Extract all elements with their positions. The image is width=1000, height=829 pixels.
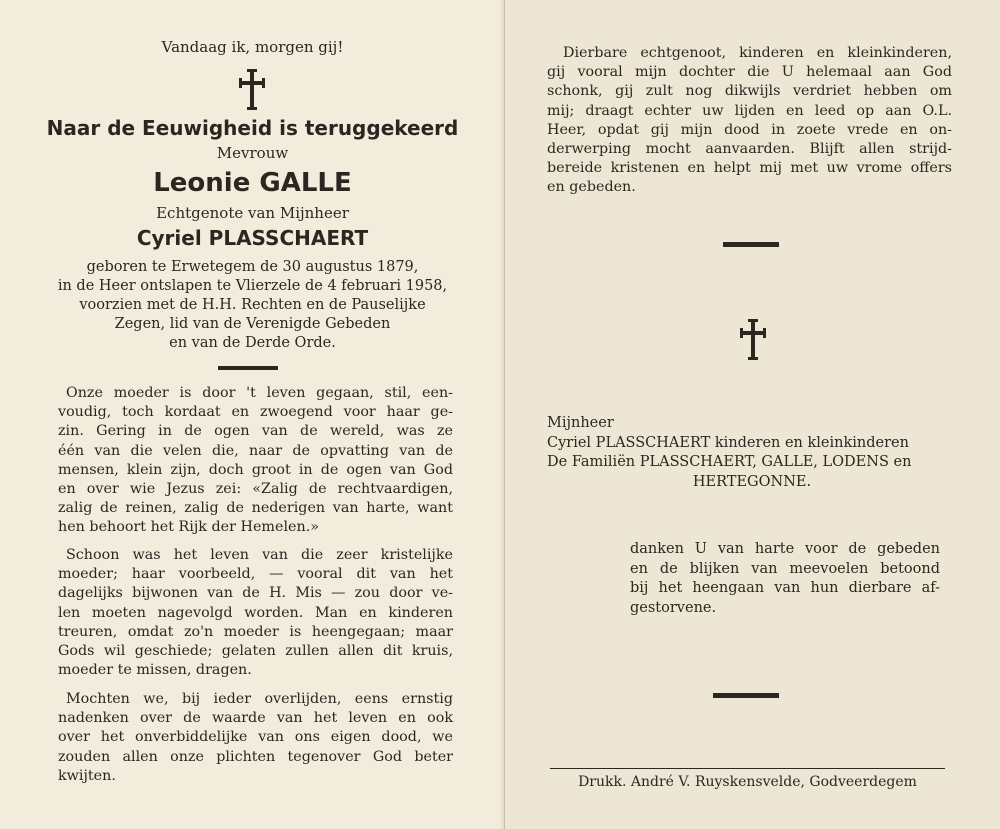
paragraph-3 [58,690,453,786]
details-line: in de Heer ontslapen te Vlierzele de 4 februari 1958, [57,278,448,294]
divider-rule [723,242,779,247]
cross-icon [239,70,265,110]
text-line: Mijnheer [547,415,614,431]
motto: Vandaag ik, morgen gij! [161,38,344,56]
spouse-intro: Echtgenote van Mijnheer [156,204,349,222]
text-line: zalig de reinen, zalig de nederigen van harte, want [58,500,453,517]
details-line: voorzien met de H.H. Rechten en de Pauselijke [79,297,426,313]
text-line: mij; draagt echter uw lijden en leed op aan O.L. [547,102,952,119]
footer-rule [550,768,945,769]
heading: Naar de Eeuwigheid is teruggekeerd [46,116,459,140]
text-line: moeder; haar voorbeeld, — vooral dit van het [58,566,453,583]
text-line: Cyriel PLASSCHAERT kinderen en kleinkinderen [547,434,909,451]
details [0,258,505,353]
text-line: nadenken over de waarde van het leven en ook [58,710,453,727]
text-line: Dierbare echtgenoot, kinderen en kleinkinderen, [563,45,952,61]
text-line: derwerping mocht aanvaarden. Blijft allen strijd- [547,141,952,158]
thanks-from [547,414,957,492]
divider-rule [218,366,278,370]
details-line: geboren te Erwetegem de 30 augustus 1879, [86,259,419,275]
text-line: hen behoort het Rijk der Hemelen.» [58,519,319,536]
text-line: gij vooral mijn dochter die U helemaal aan God [547,64,952,81]
text-line: voudig, toch kordaat en zwoegend voor haar ge- [58,404,453,421]
text-line: kwijten. [58,767,116,784]
details-line: Zegen, lid van de Verenigde Gebeden [114,316,391,332]
title-mevrouw: Mevrouw [216,144,289,162]
text-line: Heer, opdat gij mijn dood in zoete vrede en on- [547,121,952,138]
farewell-paragraph [547,44,952,198]
printer-credit: Drukk. André V. Ruyskensvelde, Godveerdegem [578,774,917,790]
divider-rule [713,693,779,698]
text-line: zouden allen onze plichten tegenover God beter [58,748,453,765]
deceased-name: Leonie GALLE [153,168,352,198]
thanks-text [630,540,940,618]
text-line: HERTEGONNE. [692,473,812,490]
text-line: en over wie Jezus zei: «Zalig de rechtvaardigen, [58,481,453,498]
text-line: Schoon was het leven van die zeer kristelijke [66,547,453,563]
text-line: moeder te missen, dragen. [58,662,252,679]
text-line: dagelijks bijwonen van de H. Mis — zou door ve- [58,585,453,602]
text-line: danken U van harte voor de gebeden [630,541,940,557]
text-line: Gods wil geschiede; gelaten zullen allen dit kruis, [58,643,453,660]
cross-icon [740,320,766,360]
text-line: len moeten nagevolgd worden. Man en kinderen [58,604,453,621]
details-line: en van de Derde Orde. [169,335,336,351]
paragraph-1 [58,384,453,538]
spouse-name: Cyriel PLASSCHAERT [136,226,369,250]
text-line: De Familiën PLASSCHAERT, GALLE, LODENS en [547,454,912,470]
paragraph-2 [58,546,453,680]
text-line: gestorvene. [630,599,717,616]
text-line: schonk, gij zult nog dikwijls verdriet hebben om [547,83,952,100]
text-line: zin. Gering in de ogen van de wereld, was ze [58,423,453,440]
text-line: bij het heengaan van hun dierbare af- [630,580,940,596]
text-line: mensen, klein zijn, doch groot in de ogen van God [58,461,453,478]
text-line: over het onverbiddelijke van ons eigen dood, we [58,729,453,746]
text-line: en gebeden. [547,179,636,196]
text-line: één van die velen die, naar de opvatting van de [58,442,453,459]
text-line: Mochten we, bij ieder overlijden, eens ernstig [66,691,453,707]
text-line: bereide kristenen en helpt mij met uw vrome offers [547,160,952,177]
text-line: en de blijken van meevoelen betoond [630,560,940,577]
text-line: treuren, omdat zo'n moeder is heengegaan; maar [58,623,453,640]
text-line: Onze moeder is door 't leven gegaan, stil, een- [66,385,453,401]
right-page [505,0,1000,829]
